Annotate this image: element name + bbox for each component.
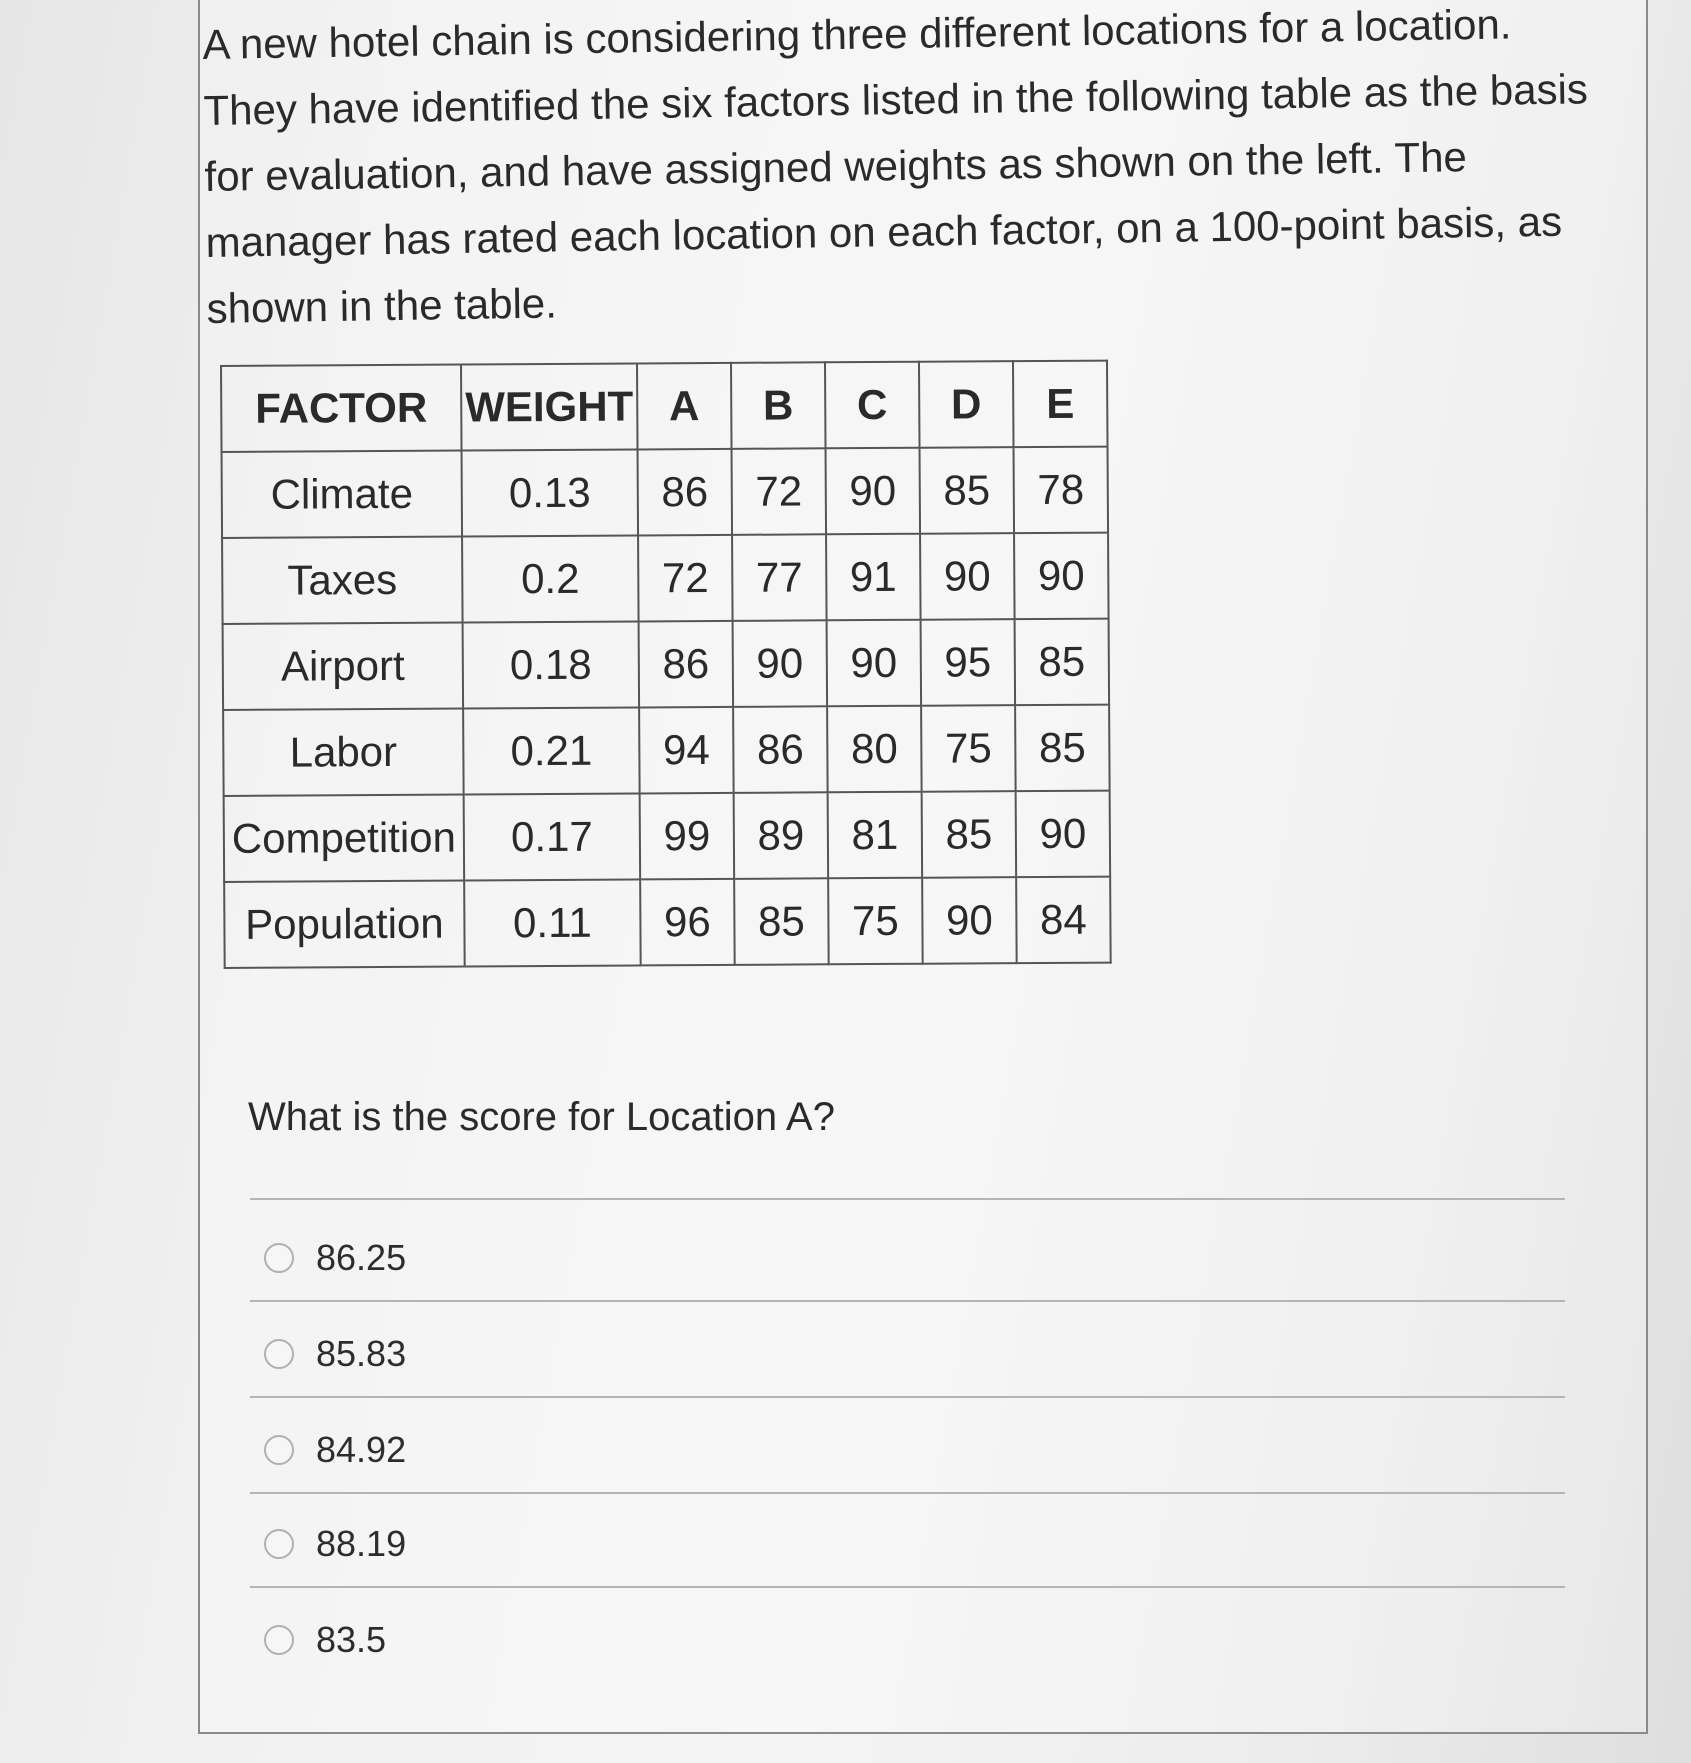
rating-cell: 85 [734, 878, 829, 965]
rating-cell: 85 [1015, 705, 1110, 792]
rating-cell: 84 [1016, 877, 1111, 964]
table-row [222, 447, 1109, 538]
header-location-e: E [1013, 361, 1108, 448]
radio-button-icon[interactable] [264, 1435, 294, 1465]
header-location-b: B [731, 362, 826, 449]
rating-cell: 80 [827, 706, 922, 793]
rating-cell: 99 [640, 793, 735, 880]
factor-name: Population [224, 881, 465, 968]
rating-cell: 85 [922, 791, 1017, 878]
rating-cell: 75 [828, 878, 923, 965]
header-location-c: C [825, 362, 920, 449]
answer-option-label: 86.25 [316, 1237, 407, 1278]
rating-cell: 78 [1014, 447, 1109, 534]
rating-cell: 91 [826, 534, 921, 621]
factor-weight: 0.21 [463, 707, 640, 794]
factor-weight: 0.17 [464, 793, 641, 880]
answer-option-label: 83.5 [316, 1619, 387, 1660]
answer-option-label: 88.19 [316, 1523, 407, 1564]
rating-cell: 90 [1016, 791, 1111, 878]
table-row [223, 619, 1110, 710]
answer-option-1[interactable] [264, 1233, 406, 1283]
answer-option-3[interactable] [264, 1425, 406, 1475]
answer-option-2[interactable] [264, 1329, 406, 1379]
rating-cell: 72 [638, 535, 733, 622]
rating-cell: 96 [640, 879, 735, 966]
prompt-line: for evaluation, and have assigned weights as shown on the left. The [204, 133, 1468, 200]
table-row [223, 705, 1110, 796]
prompt-line: manager has rated each location on each factor, on a 100-point basis, as [205, 197, 1563, 266]
rating-cell: 90 [1014, 533, 1109, 620]
table-row [224, 877, 1111, 968]
option-divider [250, 1396, 1565, 1398]
header-location-d: D [919, 361, 1014, 448]
header-weight: WEIGHT [461, 363, 638, 450]
factor-table-wrapper [220, 360, 1112, 969]
table-row [224, 791, 1111, 882]
radio-button-icon[interactable] [264, 1243, 294, 1273]
radio-button-icon[interactable] [264, 1529, 294, 1559]
rating-cell: 72 [732, 448, 827, 535]
question-prompt [202, 0, 1607, 342]
option-divider [250, 1586, 1565, 1588]
rating-cell: 90 [920, 533, 1015, 620]
rating-cell: 85 [1015, 619, 1110, 706]
rating-cell: 90 [922, 877, 1017, 964]
prompt-line: shown in the table. [206, 279, 558, 332]
option-divider [250, 1300, 1565, 1302]
factor-name: Taxes [222, 537, 463, 624]
answer-option-label: 84.92 [316, 1429, 407, 1470]
factor-weight: 0.18 [463, 621, 640, 708]
rating-cell: 94 [639, 707, 734, 794]
table-header-row [221, 361, 1108, 452]
factor-name: Competition [224, 795, 465, 882]
answer-option-label: 85.83 [316, 1333, 407, 1374]
rating-cell: 90 [827, 620, 922, 707]
factor-name: Labor [223, 709, 464, 796]
table-row [222, 533, 1109, 624]
rating-cell: 86 [733, 706, 828, 793]
option-divider [250, 1492, 1565, 1494]
rating-cell: 90 [826, 448, 921, 535]
rating-cell: 86 [639, 621, 734, 708]
rating-cell: 89 [734, 792, 829, 879]
rating-cell: 77 [732, 534, 827, 621]
rating-cell: 95 [921, 619, 1016, 706]
factor-weight: 0.13 [462, 449, 639, 536]
header-factor: FACTOR [221, 365, 462, 452]
rating-cell: 81 [828, 792, 923, 879]
factor-name: Climate [222, 451, 463, 538]
answer-option-5[interactable] [264, 1615, 386, 1665]
question-ask: What is the score for Location A? [248, 1095, 835, 1139]
option-divider [250, 1198, 1565, 1200]
rating-cell: 86 [638, 449, 733, 536]
header-location-a: A [637, 363, 732, 450]
radio-button-icon[interactable] [264, 1339, 294, 1369]
prompt-line: They have identified the six factors listed in the following table as the basis [203, 65, 1589, 134]
radio-button-icon[interactable] [264, 1625, 294, 1655]
rating-cell: 75 [921, 705, 1016, 792]
prompt-line: A new hotel chain is considering three different locations for a location. [202, 0, 1512, 68]
factor-rating-table [220, 360, 1112, 969]
rating-cell: 90 [733, 620, 828, 707]
rating-cell: 85 [920, 447, 1015, 534]
answer-option-4[interactable] [264, 1519, 406, 1569]
factor-weight: 0.11 [464, 879, 641, 966]
factor-weight: 0.2 [462, 535, 639, 622]
factor-name: Airport [223, 623, 464, 710]
